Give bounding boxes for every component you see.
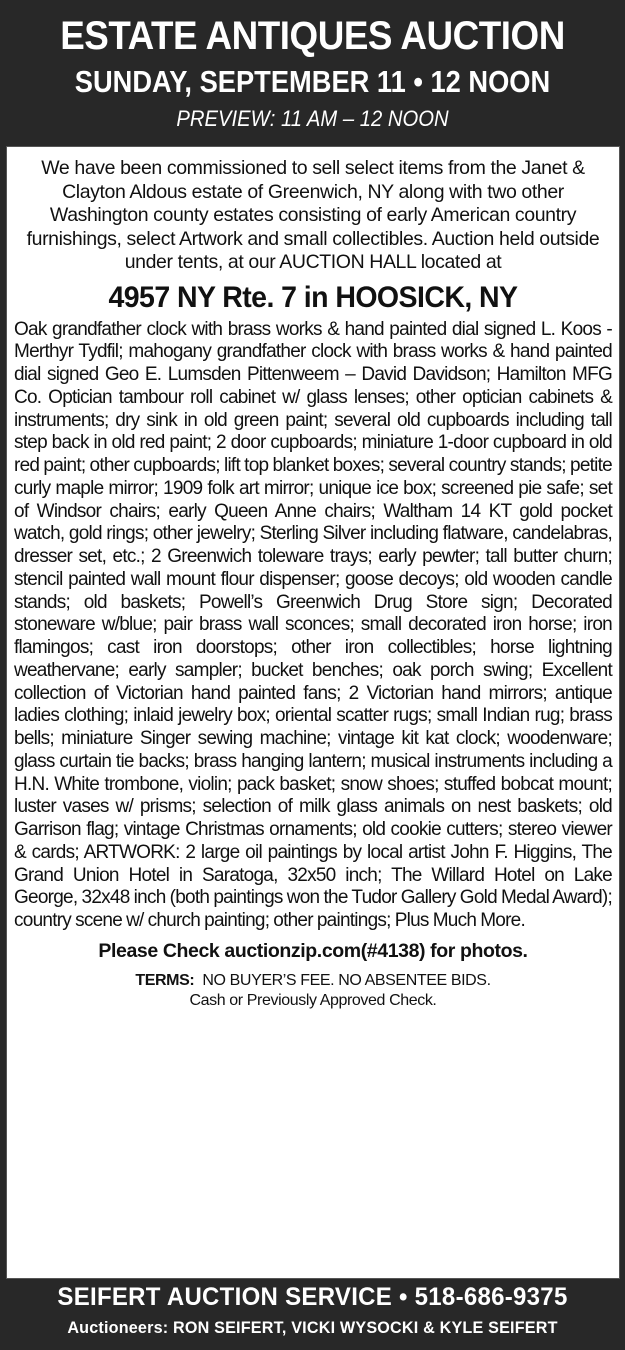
terms: [7, 971, 619, 1011]
terms-line-2: Cash or Previously Approved Check.: [189, 991, 437, 1009]
ad-title: ESTATE ANTIQUES AUCTION: [60, 14, 565, 58]
terms-text: NO BUYER’S FEE. NO ABSENTEE BIDS.: [202, 971, 491, 989]
ad-body: [6, 146, 620, 1279]
terms-line-1: [7, 971, 619, 991]
company-contact: SEIFERT AUCTION SERVICE • 518-686-9375: [57, 1283, 568, 1311]
auctioneers: Auctioneers: RON SEIFERT, VICKI WYSOCKI & KYLE SEIFERT: [67, 1318, 558, 1337]
auction-date: SUNDAY, SEPTEMBER 11 • 12 NOON: [74, 64, 551, 99]
auction-address: 4957 NY Rte. 7 in HOOSICK, NY: [108, 280, 518, 314]
preview-time: PREVIEW: 11 AM – 12 NOON: [176, 106, 449, 131]
item-list: Oak grandfather clock with brass works & hand painted dial signed L. Koos - Merthyr Tydfil; mahogany grandfather clock with brass works & hand painted dial signed Geo E. Lumsden Pittenweem – David Davidson; Hamilton MFG Co. Optician tambour roll cabinet w/ glass lenses; other optician cabinets & instruments; dry sink in old green paint; several old cupboards including tall step back in old red paint; 2 door cupboards; miniature 1-door cupboard in old red paint; other cupboards; lift top blanket boxes; several country stands; petite curly maple mirror; 1909 folk art mirror; unique ice box; screened pie safe; set of Windsor chairs; early Queen Anne chairs; Waltham 14 KT gold pocket watch, gold rings; other jewelry; Sterling Silver including flatware, candelabras, dresser set, etc.; 2 Greenwich toleware trays; early pewter; tall butter churn; stencil painted wall mount flour dispenser; goose decoys; old wooden candle stands; old baskets; Powell’s Greenwich Drug Store sign; Decorated stoneware w/blue; pair brass wall sconces; small decorated iron horse; iron flamingos; cast iron doorstops; other iron collectibles; horse lightning weathervane; early sampler; bucket benches; oak porch swing; Excellent collection of Victorian hand painted fans; 2 Victorian hand mirrors; antique ladies clothing; inlaid jewelry box; oriental scatter rugs; small Indian rug; brass bells; miniature Singer sewing machine; vintage kit kat clock; woodenware; glass curtain tie backs; brass hanging lantern; musical instruments including a H.N. White trombone, violin; pack basket; snow shoes; stuffed bobcat mount; luster vases w/ prisms; selection of milk glass animals on nest baskets; old Garrison flag; vintage Christmas ornaments; old cookie cutters; stereo viewer & cards; ARTWORK: 2 large oil paintings by local artist John F. Higgins, The Grand Union Hotel in Saratoga, 32x50 inch; The Willard Hotel on Lake George, 32x48 inch (both paintings won the Tudor Gallery Gold Medal Award); country scene w/ church painting; other paintings; Plus Much More.: [14, 318, 612, 931]
terms-label: TERMS:: [135, 971, 195, 989]
ad-footer: [0, 1282, 625, 1339]
ad-header: [0, 0, 625, 146]
intro-paragraph: We have been commissioned to sell select items from the Janet & Clayton Aldous estate of Greenwich, NY along with two other Washington county estates consisting of early American country furnishings, select Artwork and small collectibles. Auction held outside under tents, at our AUCTION HALL located at: [26, 157, 600, 273]
photos-note: Please Check auctionzip.com(#4138) for photos.: [98, 939, 528, 962]
